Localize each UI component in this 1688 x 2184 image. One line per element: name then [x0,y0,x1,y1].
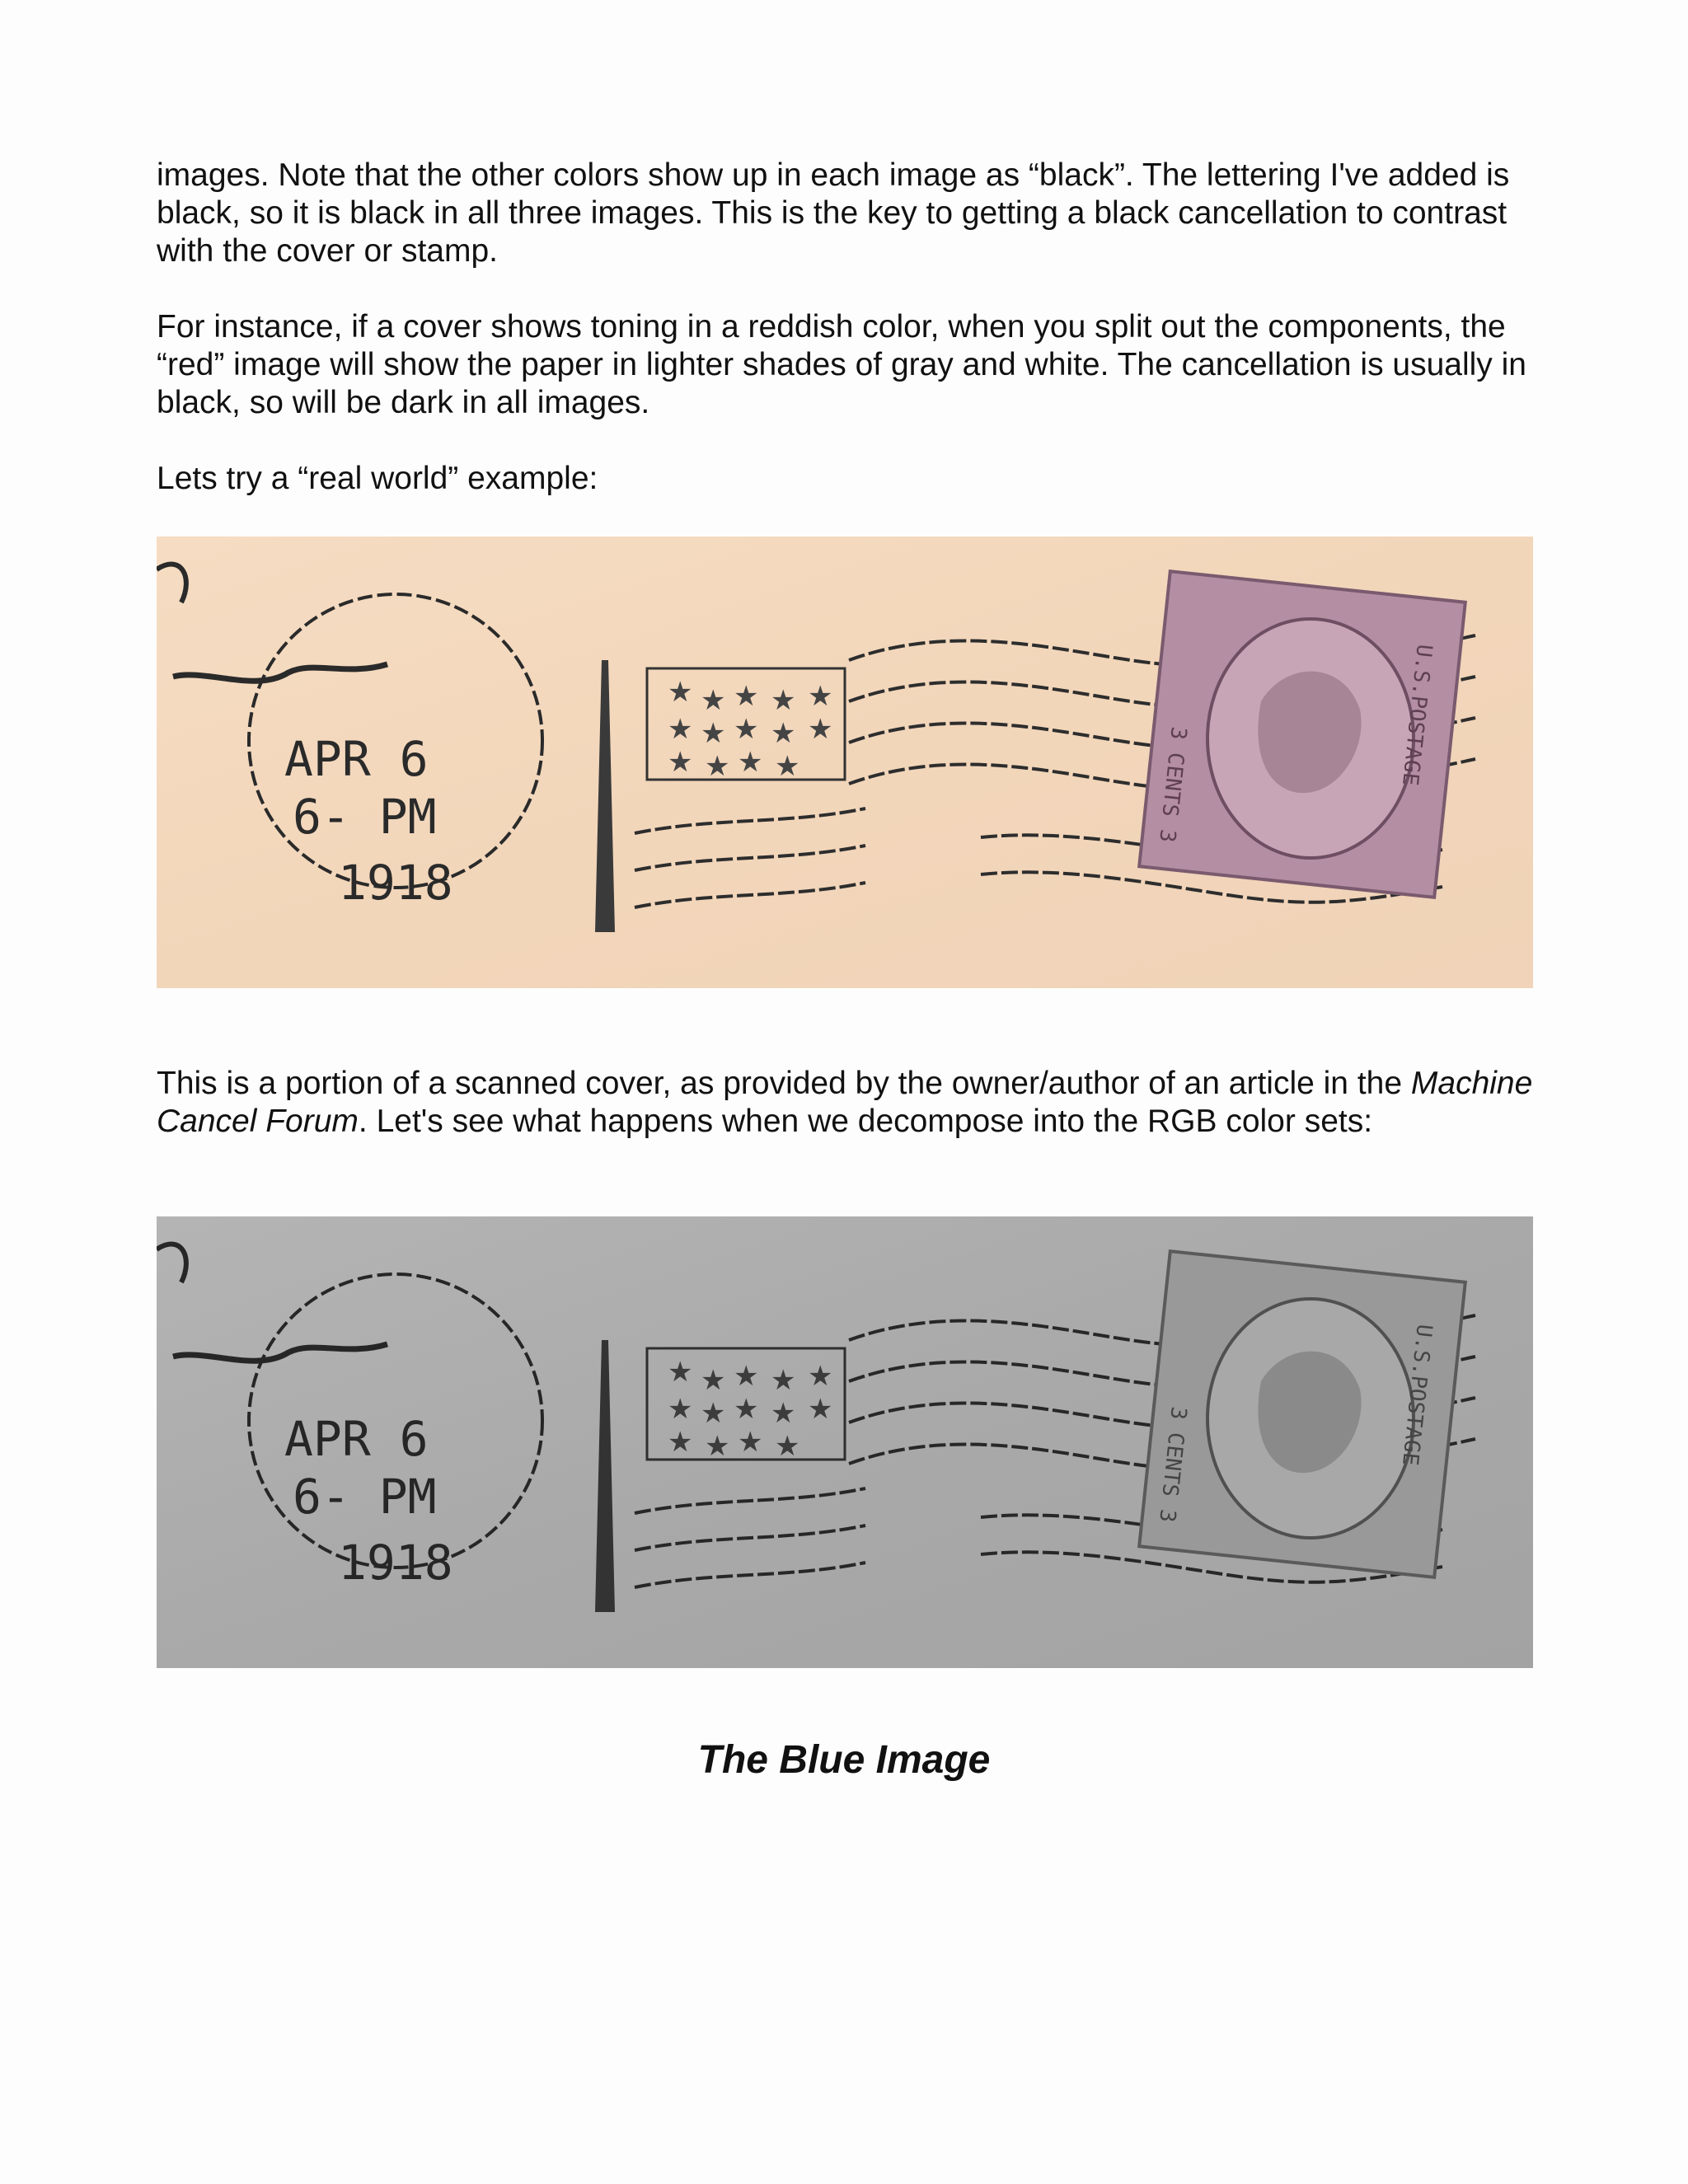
svg-text:★: ★ [738,1427,763,1458]
postmark-date: APR 6 [284,731,429,787]
svg-text:★: ★ [668,1427,693,1458]
paragraph-example: Lets try a “real world” example: [157,461,598,496]
stamp-country-text-gray: U.S.POSTAGE [1397,1323,1437,1467]
paragraph-scanned-cover-text-2: . Let's see what happens when we decompose into the RGB color sets: [358,1104,1373,1139]
svg-text:★: ★ [771,1398,796,1429]
svg-text:★: ★ [668,747,693,778]
svg-text:★: ★ [734,1361,759,1392]
paragraph-toning: For instance, if a cover shows toning in a reddish color, when you split out the components, the “red” image will show the paper in lighter shades of gray and white. The cancellation is usually in black, so will be dark in all images. [157,309,1526,420]
svg-text:★: ★ [771,718,796,749]
postmark-year-gray: 1918 [338,1535,453,1591]
svg-text:★: ★ [734,681,759,712]
svg-text:★: ★ [771,1365,796,1396]
postmark-date-gray: APR 6 [284,1411,429,1467]
svg-text:★: ★ [808,1361,833,1392]
svg-text:★: ★ [808,714,833,745]
cover-scan-color-image [157,537,1533,988]
stamp-country-text: U.S.POSTAGE [1397,643,1437,787]
svg-text:★: ★ [775,751,800,782]
postmark-year: 1918 [338,855,453,911]
svg-text:★: ★ [734,714,759,745]
svg-text:★: ★ [701,1398,726,1429]
svg-text:★: ★ [701,718,726,749]
stamp-value-text: 3 CENTS 3 [1154,725,1191,844]
svg-text:★: ★ [705,751,730,782]
svg-text:★: ★ [668,677,693,708]
svg-text:★: ★ [705,1431,730,1462]
svg-text:★: ★ [738,747,763,778]
postmark-time: 6- PM [293,789,437,845]
cover-scan-blue-channel-image [157,1216,1533,1668]
svg-text:★: ★ [668,1394,693,1425]
svg-text:★: ★ [775,1431,800,1462]
svg-text:★: ★ [808,1394,833,1425]
machine-cancel-forum-title: Machine Cancel Forum [157,1066,1533,1139]
figure-caption: The Blue Image [697,1738,991,1782]
svg-text:★: ★ [771,685,796,716]
svg-text:★: ★ [668,1357,693,1388]
svg-text:★: ★ [701,685,726,716]
stamp-value-text-gray: 3 CENTS 3 [1154,1405,1191,1524]
paragraph-intro: images. Note that the other colors show up in each image as “black”. The lettering I've added is black, so it is black in all three images. This is the key to getting a black cancellation to contrast with the cover or stamp. [157,157,1510,269]
paragraph-scanned-cover-text-1: This is a portion of a scanned cover, as provided by the owner/author of an article in the [157,1066,1411,1101]
postmark-time-gray: 6- PM [293,1469,437,1525]
svg-text:★: ★ [734,1394,759,1425]
paragraph-scanned-cover [157,1065,1541,1141]
svg-text:★: ★ [668,714,693,745]
svg-text:★: ★ [808,681,833,712]
svg-text:★: ★ [701,1365,726,1396]
